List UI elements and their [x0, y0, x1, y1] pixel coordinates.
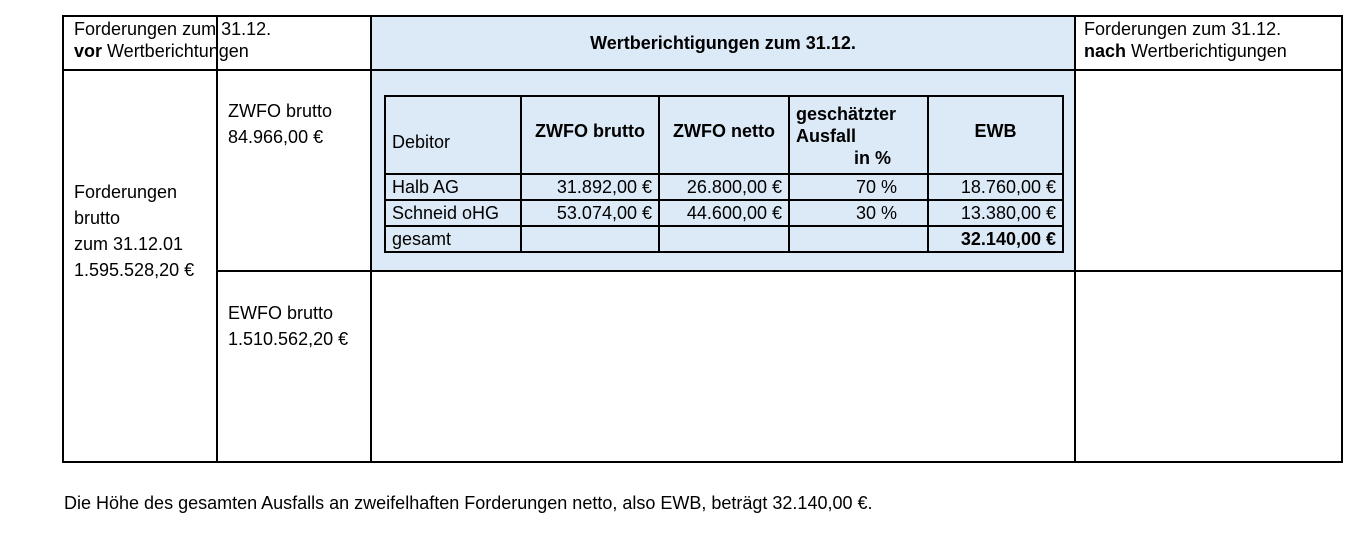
total-empty-netto: [659, 226, 789, 252]
total-row: [385, 226, 1063, 252]
total-ewb: 32.140,00 €: [928, 226, 1063, 252]
cell-brutto: 31.892,00 €: [521, 174, 659, 200]
grid-line-v1: [216, 15, 218, 463]
cell-ewb: 18.760,00 €: [928, 174, 1063, 200]
cell-netto: 26.800,00 €: [659, 174, 789, 200]
ewb-table: [384, 95, 1064, 253]
col-ausfall: [789, 96, 928, 174]
cell-debitor: Halb AG: [385, 174, 521, 200]
header-right: Forderungen zum 31.12. nach Wertberichtigungen: [1084, 19, 1287, 61]
forderungen-brutto-cell: Forderungen brutto zum 31.12.01 1.595.528,20 €: [74, 182, 195, 280]
ewfo-cell: EWFO brutto 1.510.562,20 €: [228, 303, 349, 349]
cell-ewb: 13.380,00 €: [928, 200, 1063, 226]
ausfall-line1: geschätzter: [796, 104, 897, 124]
header-center: Wertberichtigungen zum 31.12.: [590, 33, 856, 53]
cell-ausfall: 70 %: [789, 174, 928, 200]
table-row: [385, 200, 1063, 226]
col-debitor: Debitor: [385, 96, 521, 174]
col-ewb: EWB: [928, 96, 1063, 174]
ausfall-line2: Ausfall: [796, 126, 857, 146]
ausfall-unit: in %: [853, 148, 891, 168]
total-empty-brutto: [521, 226, 659, 252]
summary-note: Die Höhe des gesamten Ausfalls an zweifelhaften Forderungen netto, also EWB, beträgt 32.140,00 €.: [64, 493, 873, 513]
grid-line-header: [62, 69, 1343, 71]
total-empty-ausfall: [789, 226, 928, 252]
grid-line-v3: [1074, 15, 1076, 463]
total-label: gesamt: [385, 226, 521, 252]
header-left: Forderungen zum 31.12. vor Wertberichtungen: [74, 19, 272, 61]
grid-line-v2: [370, 15, 372, 463]
col-zwfo-brutto: ZWFO brutto: [521, 96, 659, 174]
cell-netto: 44.600,00 €: [659, 200, 789, 226]
ewb-table-header-row: [385, 96, 1063, 174]
zwfo-cell: ZWFO brutto 84.966,00 €: [228, 101, 333, 147]
grid-line-mid: [216, 270, 1343, 272]
col-zwfo-netto: ZWFO netto: [659, 96, 789, 174]
cell-debitor: Schneid oHG: [385, 200, 521, 226]
cell-ausfall: 30 %: [789, 200, 928, 226]
table-row: [385, 174, 1063, 200]
cell-brutto: 53.074,00 €: [521, 200, 659, 226]
